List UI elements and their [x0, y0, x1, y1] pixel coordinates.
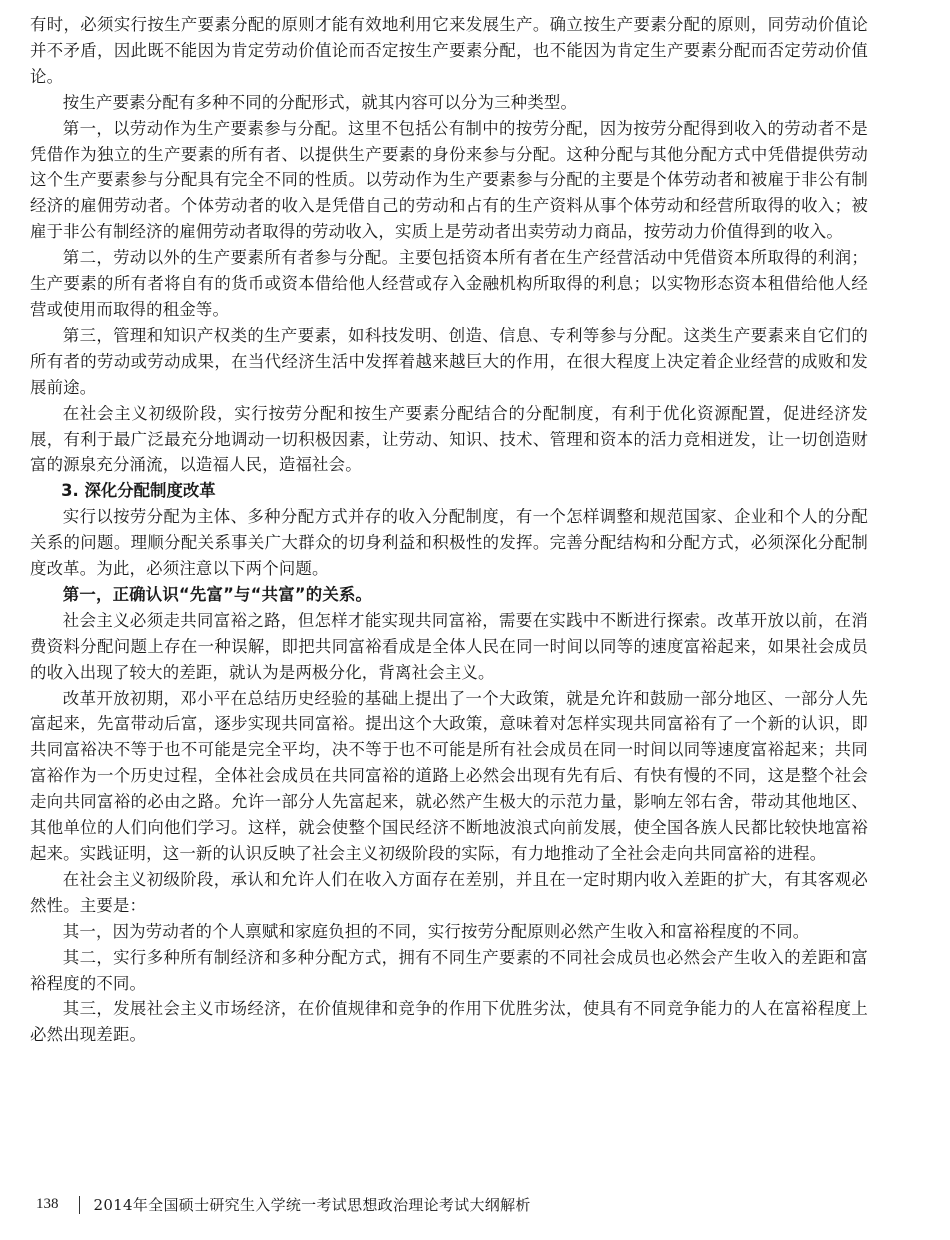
page-number: 138 — [36, 1196, 59, 1212]
page-footer — [36, 1194, 531, 1215]
paragraph-common-prosperity: 社会主义必须走共同富裕之路，但怎样才能实现共同富裕，需要在实践中不断进行探索。改革开放以前，在消费资料分配问题上存在一种误解，即把共同富裕看成是全体人民在同一时间以同等的速度富裕起来，如果社会成员的收入出现了较大的差距，就认为是两极分化，背离社会主义。 — [30, 610, 868, 682]
paragraph-type-one: 第一，以劳动作为生产要素参与分配。这里不包括公有制中的按劳分配，因为按劳分配得到收入的劳动者不是凭借作为独立的生产要素的所有者、以提供生产要素的身份来参与分配。这种分配与其他分配方式中凭借提供劳动这个生产要素参与分配具有完全不同的性质。以劳动作为生产要素参与分配的主要是个体劳动者和被雇于非公有制经济的雇佣劳动者。个体劳动者的收入是凭借自己的劳动和占有的生产资料从事个体劳动和经营所取得的收入；被雇于非公有制经济的雇佣劳动者取得的劳动收入，实质上是劳动者出卖劳动力商品，按劳动力价值得到的收入。 — [30, 118, 868, 242]
paragraph-primary-stage: 在社会主义初级阶段，实行按劳分配和按生产要素分配结合的分配制度，有利于优化资源配置，促进经济发展，有利于最广泛最充分地调动一切积极因素，让劳动、知识、技术、管理和资本的活力竞相迸发，让一切创造财富的源泉充分涌流，以造福人民，造福社会。 — [30, 403, 868, 475]
paragraph-reason-three: 其三，发展社会主义市场经济，在价值规律和竞争的作用下优胜劣汰，使具有不同竞争能力的人在富裕程度上必然出现差距。 — [30, 999, 868, 1045]
page-body — [30, 12, 868, 1048]
paragraph-continuation: 有时，必须实行按生产要素分配的原则才能有效地利用它来发展生产。确立按生产要素分配的原则，同劳动价值论并不矛盾，因此既不能因为肯定劳动价值论而否定按生产要素分配，也不能因为肯定生产要素分配而否定劳动价值论。 — [30, 15, 868, 86]
paragraph-income-gap: 在社会主义初级阶段，承认和允许人们在收入方面存在差别，并且在一定时期内收入差距的扩大，有其客观必然性。主要是： — [30, 869, 868, 915]
paragraph-type-three: 第三，管理和知识产权类的生产要素，如科技发明、创造、信息、专利等参与分配。这类生产要素来自它们的所有者的劳动或劳动成果，在当代经济生活中发挥着越来越巨大的作用，在很大程度上决定着企业经营的成败和发展前途。 — [30, 325, 868, 397]
paragraph-section-intro: 实行以按劳分配为主体、多种分配方式并存的收入分配制度，有一个怎样调整和规范国家、企业和个人的分配关系的问题。理顺分配关系事关广大群众的切身利益和积极性的发挥。完善分配结构和分配方式，必须深化分配制度改革。为此，必须注意以下两个问题。 — [30, 507, 868, 579]
section-heading: 3. 深化分配制度改革 — [61, 481, 216, 501]
paragraph-reason-two: 其二，实行多种所有制经济和多种分配方式，拥有不同生产要素的不同社会成员也必然会产生收入的差距和富裕程度的不同。 — [30, 947, 868, 993]
paragraph-types-intro: 按生产要素分配有多种不同的分配形式，就其内容可以分为三种类型。 — [62, 92, 578, 112]
book-title: 2014年全国硕士研究生入学统一考试思想政治理论考试大纲解析 — [93, 1196, 531, 1214]
footer-divider — [79, 1196, 80, 1214]
subheading-first-point: 第一，正确认识“先富”与“共富”的关系。 — [62, 584, 373, 604]
paragraph-deng-policy: 改革开放初期，邓小平在总结历史经验的基础上提出了一个大政策，就是允许和鼓励一部分地区、一部分人先富起来，先富带动后富，逐步实现共同富裕。提出这个大政策，意味着对怎样实现共同富裕有了一个新的认识，即共同富裕决不等于也不可能是完全平均，决不等于也不可能是所有社会成员在同一时间以同等速度富裕起来；共同富裕作为一个历史过程，全体社会成员在共同富裕的道路上必然会出现有先有后、有快有慢的不同，这是整个社会走向共同富裕的必由之路。允许一部分人先富起来，就必然产生极大的示范力量，影响左邻右舍，带动其他地区、其他单位的人们向他们学习。这样，就会使整个国民经济不断地波浪式向前发展，使全国各族人民都比较快地富裕起来。实践证明，这一新的认识反映了社会主义初级阶段的实际，有力地推动了全社会走向共同富裕的进程。 — [30, 688, 868, 863]
paragraph-type-two: 第二，劳动以外的生产要素所有者参与分配。主要包括资本所有者在生产经营活动中凭借资本所取得的利润；生产要素的所有者将自有的货币或资本借给他人经营或存入金融机构所取得的利息；以实物形态资本租借给他人经营或使用而取得的租金等。 — [30, 248, 868, 319]
paragraph-reason-one: 其一，因为劳动者的个人禀赋和家庭负担的不同，实行按劳分配原则必然产生收入和富裕程度的不同。 — [62, 921, 810, 941]
